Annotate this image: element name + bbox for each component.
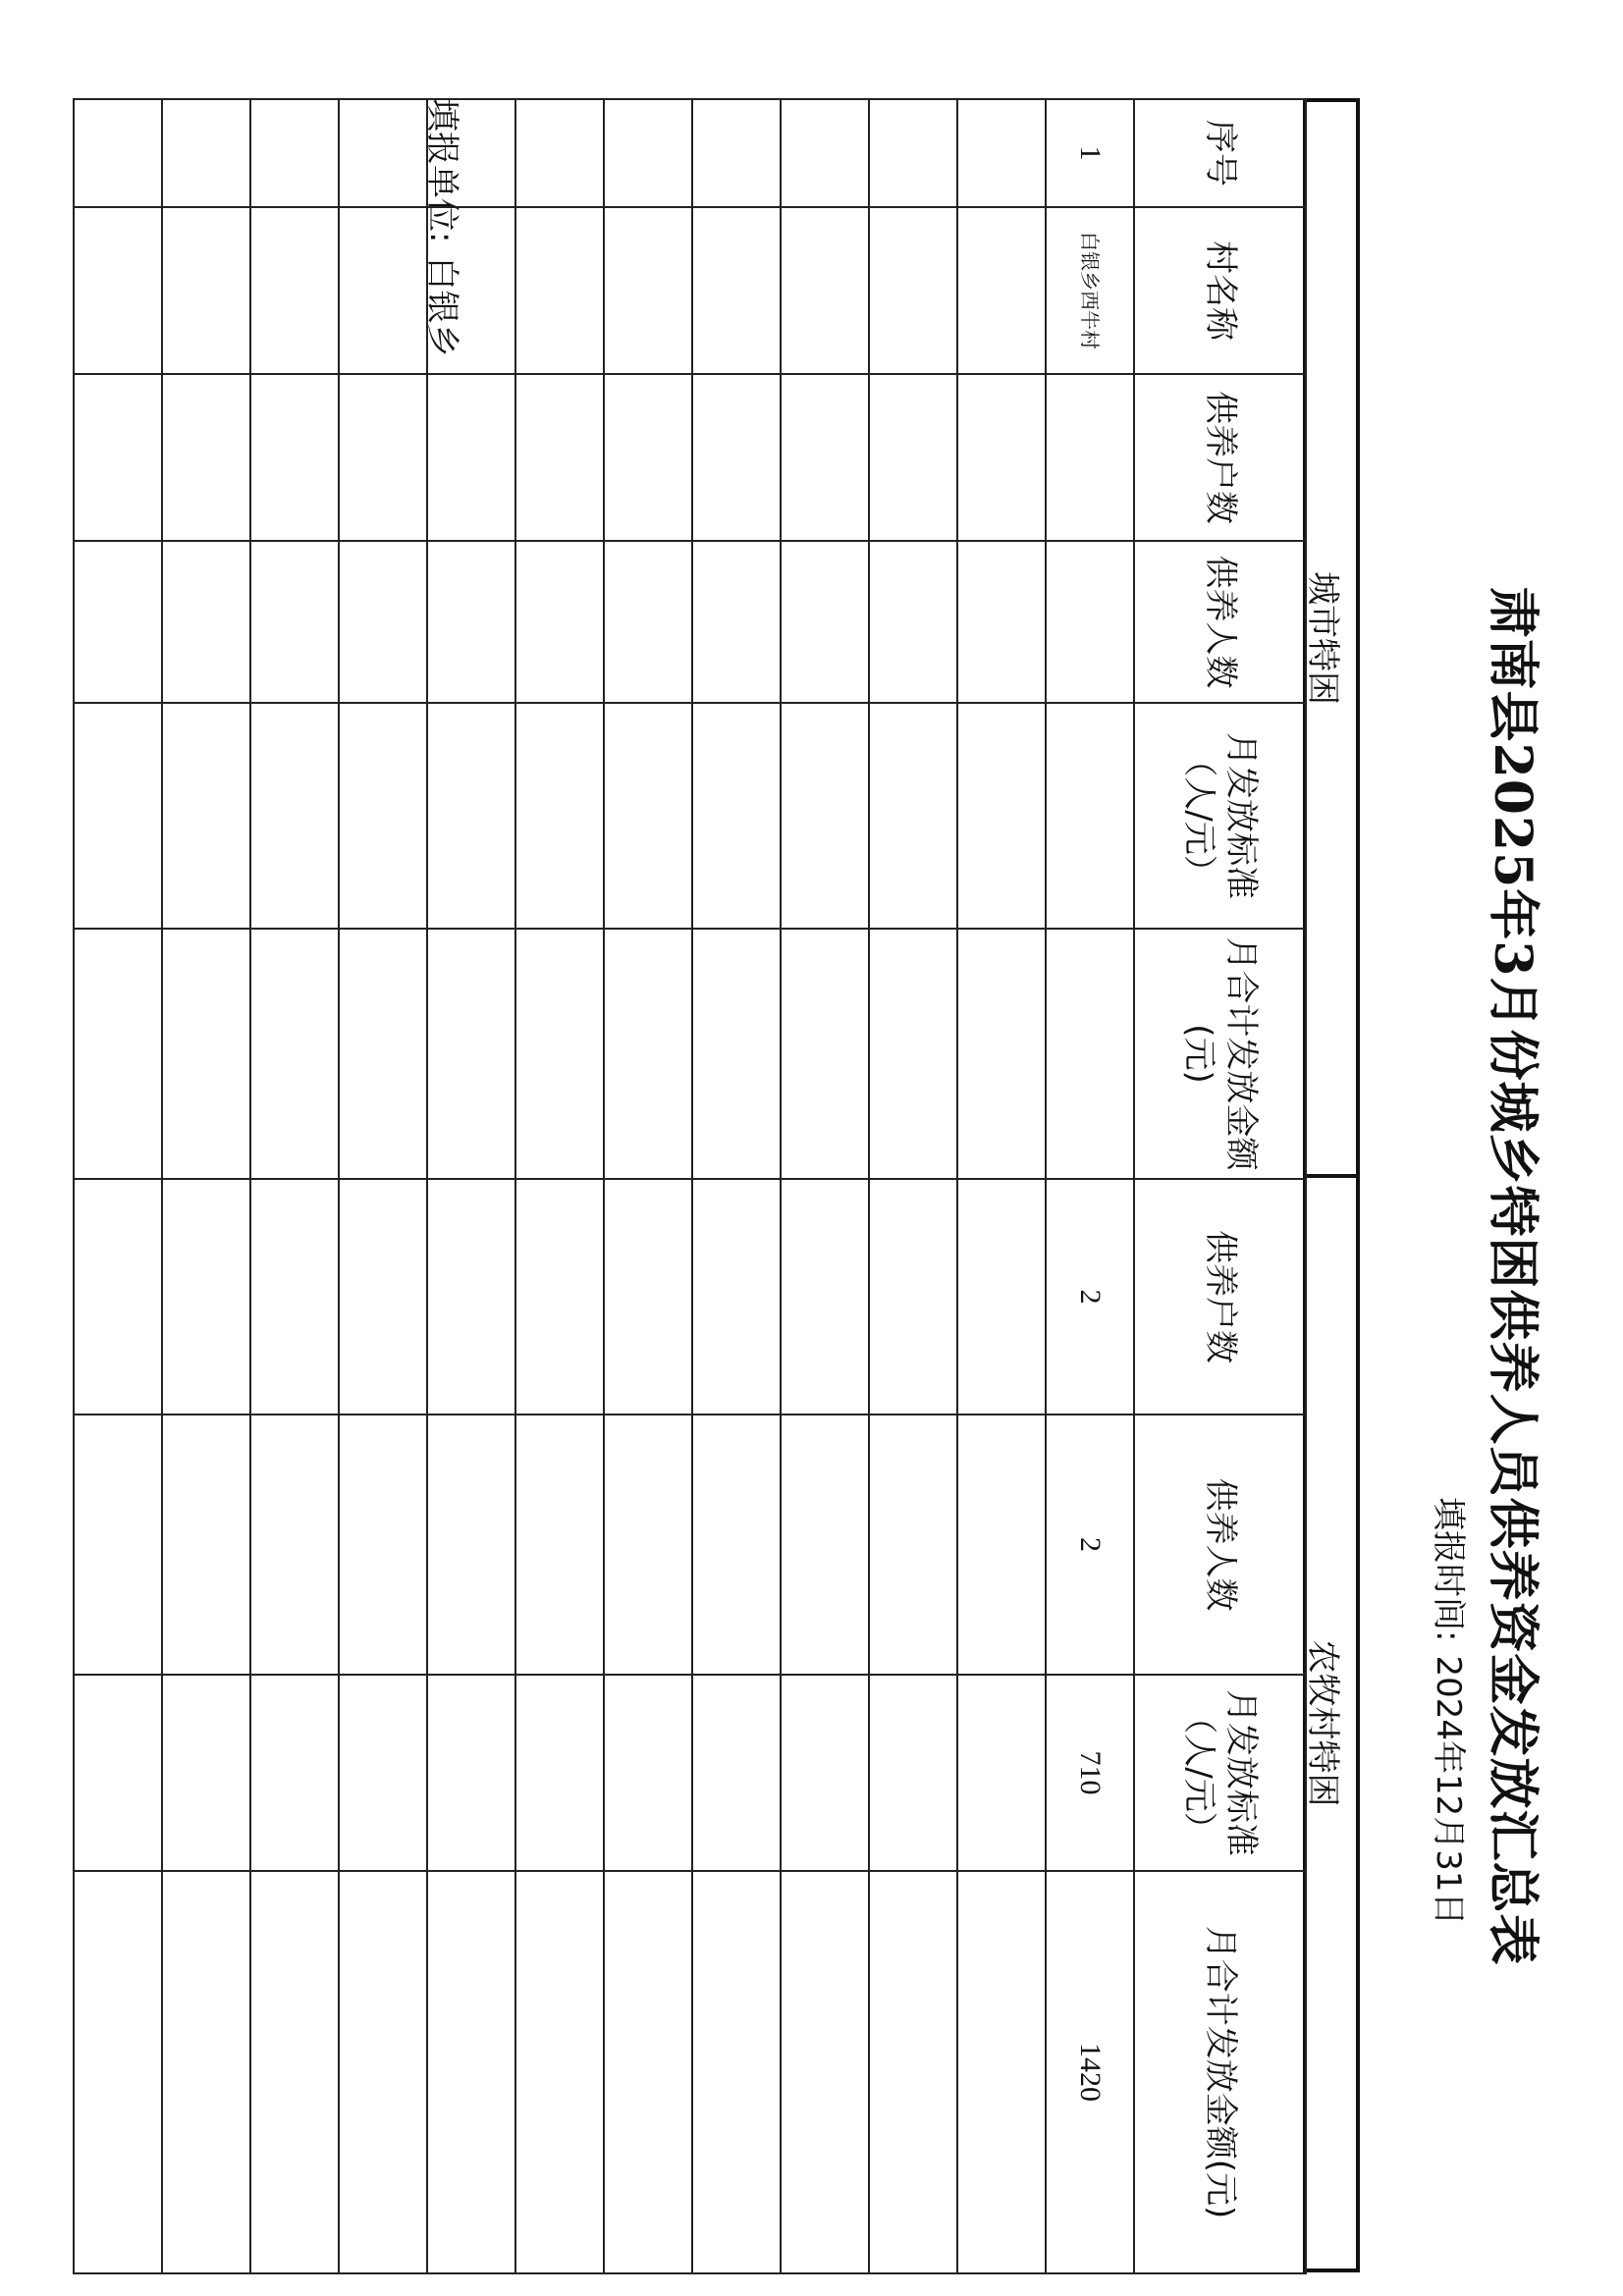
table-row-blank xyxy=(162,99,250,2273)
header-village: 村名称 xyxy=(1134,207,1306,374)
allowance-summary-table xyxy=(73,98,1307,2274)
reporting-date-label: 填报时间: xyxy=(1429,1497,1468,1642)
cell-village: 白银乡西牛村 xyxy=(1046,207,1134,374)
rural-group-header xyxy=(1303,1174,1360,2272)
table-row-blank xyxy=(781,99,869,2273)
table-header-row xyxy=(1134,99,1306,2273)
header-urban-households: 供养户数 xyxy=(1134,374,1306,541)
table-row-blank xyxy=(250,99,339,2273)
table-row-blank xyxy=(339,99,427,2273)
table-row-blank xyxy=(515,99,604,2273)
header-rural-total: 月合计发放金额(元) xyxy=(1134,1871,1306,2273)
cell-rural-households: 2 xyxy=(1046,1179,1134,1415)
header-rural-persons: 供养人数 xyxy=(1134,1415,1306,1675)
header-seq: 序号 xyxy=(1134,99,1306,207)
cell-rural-standard: 710 xyxy=(1046,1675,1134,1871)
rural-group-label: 农牧村特困 xyxy=(1303,1639,1342,1807)
table-row xyxy=(1046,99,1134,2273)
table-row-blank xyxy=(74,99,162,2273)
cell-urban-persons xyxy=(1046,541,1134,703)
header-rural-standard: 月发放标准（人/元） xyxy=(1134,1675,1306,1871)
cell-rural-persons: 2 xyxy=(1046,1415,1134,1675)
reporting-date-value: 2024年12月31日 xyxy=(1429,1655,1468,1926)
cell-urban-households xyxy=(1046,374,1134,541)
cell-seq: 1 xyxy=(1046,99,1134,207)
reporting-unit-value: 白银乡 xyxy=(422,256,461,357)
cell-urban-total xyxy=(1046,929,1134,1179)
header-urban-total: 月合计发放金额(元) xyxy=(1134,929,1306,1179)
reporting-unit-label: 填报单位: xyxy=(422,98,461,243)
table-row-blank xyxy=(692,99,781,2273)
table-row-blank xyxy=(427,99,515,2273)
document-title: 肃南县2025年3月份城乡特困供养人员供养资金发放汇总表 xyxy=(1483,586,1542,1966)
table-row-blank xyxy=(604,99,692,2273)
header-urban-standard: 月发放标准（人/元） xyxy=(1134,703,1306,929)
reporting-date xyxy=(1428,1497,1476,1926)
table-row-blank xyxy=(869,99,957,2273)
header-urban-persons: 供养人数 xyxy=(1134,541,1306,703)
cell-rural-total: 1420 xyxy=(1046,1871,1134,2273)
urban-group-label: 城市特困 xyxy=(1303,571,1342,705)
cell-urban-standard xyxy=(1046,703,1134,929)
urban-group-header xyxy=(1303,98,1360,1178)
table-row-blank xyxy=(957,99,1046,2273)
header-rural-households: 供养户数 xyxy=(1134,1179,1306,1415)
